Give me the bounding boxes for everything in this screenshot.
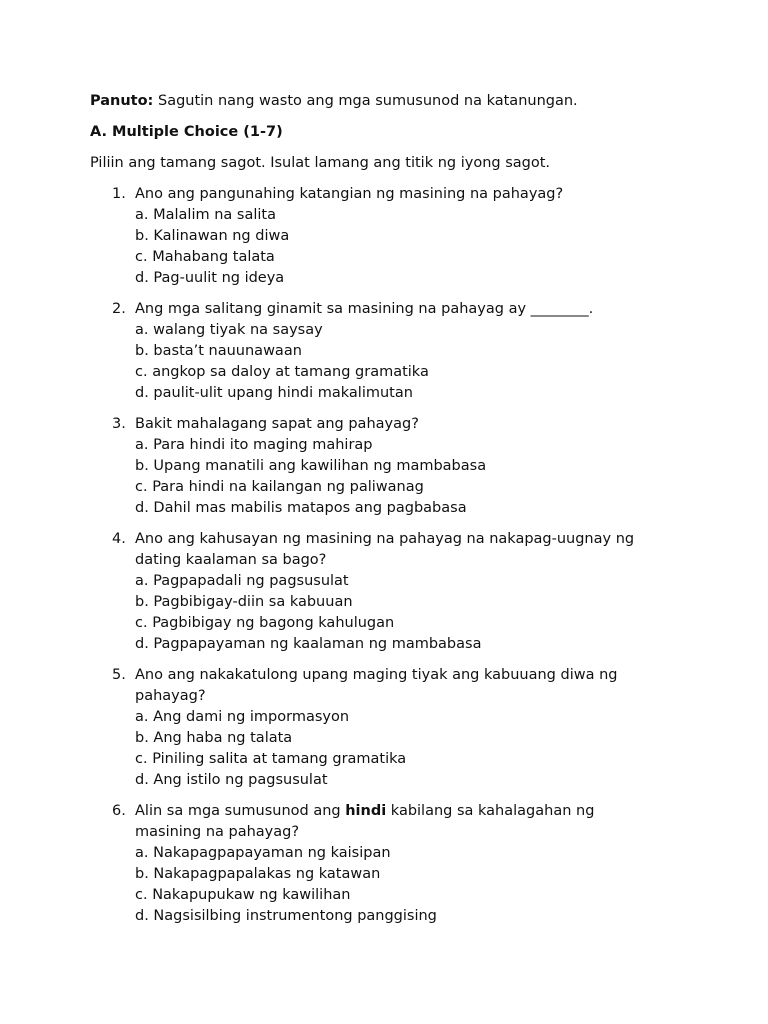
option-list bbox=[135, 707, 690, 791]
question-number: 1. bbox=[112, 186, 126, 202]
option-d: d. Dahil mas mabilis matapos ang pagbabasa bbox=[135, 500, 467, 516]
question-text: Bakit mahalagang sapat ang pahayag? bbox=[135, 416, 419, 432]
question-text bbox=[135, 801, 690, 822]
question-text-continued: masining na pahayag? bbox=[135, 824, 300, 840]
section-directions: Piliin ang tamang sagot. Isulat lamang ang titik ng iyong sagot. bbox=[90, 155, 551, 171]
option-b: b. Upang manatili ang kawilihan ng mambabasa bbox=[135, 458, 487, 474]
option-a: a. Malalim na salita bbox=[135, 207, 276, 223]
option-a: a. Nakapagpapayaman ng kaisipan bbox=[135, 845, 391, 861]
option-list bbox=[135, 205, 690, 289]
worksheet-page bbox=[90, 91, 690, 927]
option-list bbox=[135, 320, 690, 404]
option-list bbox=[135, 843, 690, 927]
emphasis-word: hindi bbox=[345, 803, 387, 819]
question-text-continued: pahayag? bbox=[135, 688, 206, 704]
question-text: Ano ang kahusayan ng masining na pahayag na nakapag-uugnay ng bbox=[135, 531, 635, 547]
option-c: c. Para hindi na kailangan ng paliwanag bbox=[135, 479, 424, 495]
question-text-start: Alin sa mga sumusunod ang bbox=[135, 803, 346, 819]
option-c: c. Pagbibigay ng bagong kahulugan bbox=[135, 615, 395, 631]
question-number: 2. bbox=[112, 301, 126, 317]
question-1 bbox=[90, 184, 690, 289]
option-d: d. Pag-uulit ng ideya bbox=[135, 270, 285, 286]
option-d: d. Nagsisilbing instrumentong panggising bbox=[135, 908, 437, 924]
question-text-end: kabilang sa kahalagahan ng bbox=[386, 803, 595, 819]
option-b: b. Kalinawan ng diwa bbox=[135, 228, 290, 244]
question-text: Ano ang nakakatulong upang maging tiyak ang kabuuang diwa ng bbox=[135, 667, 618, 683]
option-c: c. Piniling salita at tamang gramatika bbox=[135, 751, 407, 767]
option-b: b. Pagbibigay-diin sa kabuuan bbox=[135, 594, 353, 610]
option-c: c. Nakapupukaw ng kawilihan bbox=[135, 887, 351, 903]
option-c: c. angkop sa daloy at tamang gramatika bbox=[135, 364, 429, 380]
option-b: b. basta’t nauunawaan bbox=[135, 343, 302, 359]
question-5 bbox=[90, 665, 690, 791]
question-list bbox=[90, 184, 690, 927]
instruction-label: Panuto: bbox=[90, 93, 154, 109]
question-number: 5. bbox=[112, 667, 126, 683]
instruction-line bbox=[90, 91, 690, 112]
question-4 bbox=[90, 529, 690, 655]
option-a: a. Pagpapadali ng pagsusulat bbox=[135, 573, 349, 589]
option-list bbox=[135, 571, 690, 655]
question-6 bbox=[90, 801, 690, 927]
question-number: 4. bbox=[112, 531, 126, 547]
option-b: b. Nakapagpapalakas ng katawan bbox=[135, 866, 381, 882]
question-3 bbox=[90, 414, 690, 519]
option-a: a. walang tiyak na saysay bbox=[135, 322, 323, 338]
option-a: a. Para hindi ito maging mahirap bbox=[135, 437, 373, 453]
option-a: a. Ang dami ng impormasyon bbox=[135, 709, 350, 725]
option-b: b. Ang haba ng talata bbox=[135, 730, 293, 746]
question-2 bbox=[90, 299, 690, 404]
option-d: d. paulit-ulit upang hindi makalimutan bbox=[135, 385, 413, 401]
question-text-continued: dating kaalaman sa bago? bbox=[135, 552, 327, 568]
question-number: 6. bbox=[112, 803, 126, 819]
question-number: 3. bbox=[112, 416, 126, 432]
question-text: Ang mga salitang ginamit sa masining na pahayag ay ________. bbox=[135, 301, 594, 317]
instruction-text: Sagutin nang wasto ang mga sumusunod na katanungan. bbox=[153, 93, 578, 109]
option-d: d. Pagpapayaman ng kaalaman ng mambabasa bbox=[135, 636, 482, 652]
question-text: Ano ang pangunahing katangian ng masining na pahayag? bbox=[135, 186, 564, 202]
section-title: A. Multiple Choice (1-7) bbox=[90, 124, 283, 140]
option-d: d. Ang istilo ng pagsusulat bbox=[135, 772, 328, 788]
option-list bbox=[135, 435, 690, 519]
option-c: c. Mahabang talata bbox=[135, 249, 275, 265]
